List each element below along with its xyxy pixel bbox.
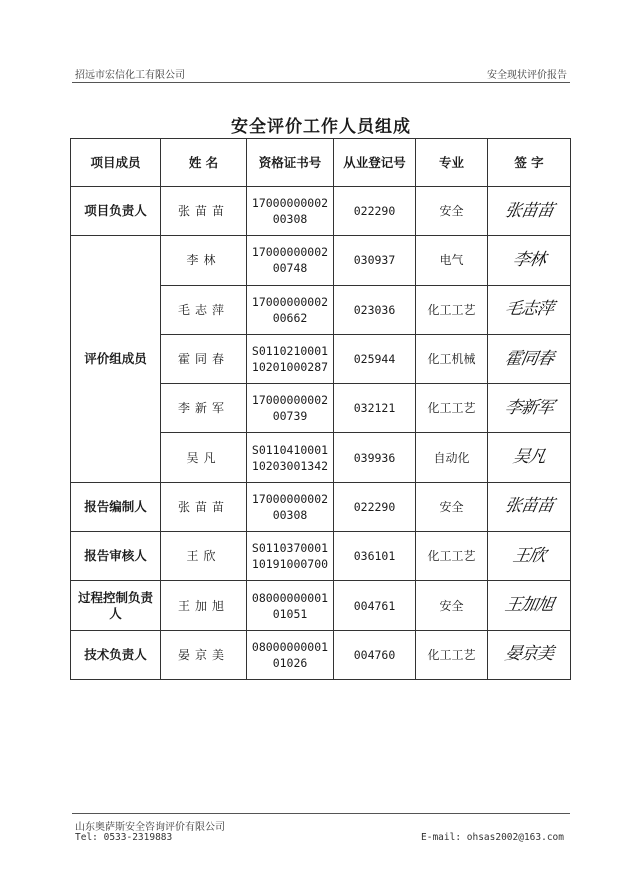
footer-tel: Tel: 0533-2319883 [75,832,173,843]
handwritten-signature: 王欣 [511,545,547,566]
major-cell: 安全 [416,482,488,531]
signature-cell [488,433,571,482]
registration-cell: 004761 [334,581,416,630]
cert-cell [247,433,334,482]
registration-cell: 039936 [334,433,416,482]
signature-cell [488,187,571,236]
cert-number-line2: 10203001342 [251,458,329,473]
signature-cell [488,581,571,630]
table-row [71,532,571,581]
footer-company: 山东奥萨斯安全咨询评价有限公司 [75,822,225,833]
signature-cell [488,334,571,383]
table-row [71,236,571,285]
major-cell: 安全 [416,581,488,630]
cert-number-line2: 00308 [272,212,308,227]
handwritten-signature: 李新军 [503,397,555,418]
cert-number-line2: 00662 [272,310,308,325]
registration-cell: 022290 [334,482,416,531]
col-header-major: 专业 [416,139,488,187]
cert-cell [247,236,334,285]
role-cell: 过程控制负责人 [71,581,161,630]
name-cell: 李新军 [161,384,247,433]
cert-number-line1: 17000000002 [251,245,329,260]
major-cell: 化工工艺 [416,630,488,679]
cert-number-line2: 01051 [272,606,308,621]
col-header-member: 项目成员 [71,139,161,187]
cert-number-line1: 08000000001 [251,639,329,654]
table-row [71,187,571,236]
cert-number-line2: 00739 [272,409,308,424]
cert-number-line1: S0110370001 [251,541,329,556]
col-header-registration: 从业登记号 [334,139,416,187]
major-cell: 化工工艺 [416,285,488,334]
name-cell: 晏京美 [161,630,247,679]
cert-number-line1: 17000000002 [251,294,329,309]
major-cell: 化工工艺 [416,384,488,433]
name-cell: 霍同春 [161,334,247,383]
cert-number-line1: 17000000002 [251,393,329,408]
cert-number-line1: 17000000002 [251,491,329,506]
cert-cell [247,532,334,581]
table-header-row [71,139,571,187]
role-cell: 报告编制人 [71,482,161,531]
registration-cell: 023036 [334,285,416,334]
role-cell: 报告审核人 [71,532,161,581]
cert-number-line1: 17000000002 [251,196,329,211]
cert-number-line2: 10191000700 [251,557,329,572]
registration-cell: 004760 [334,630,416,679]
major-cell: 化工机械 [416,334,488,383]
cert-cell [247,285,334,334]
registration-cell: 025944 [334,334,416,383]
major-cell: 自动化 [416,433,488,482]
signature-cell [488,384,571,433]
name-cell: 王加旭 [161,581,247,630]
signature-cell [488,482,571,531]
cert-number-line1: S0110210001 [251,344,329,359]
cert-number-line1: S0110410001 [251,442,329,457]
major-cell: 化工工艺 [416,532,488,581]
name-cell: 李林 [161,236,247,285]
signature-cell [488,236,571,285]
cert-cell [247,482,334,531]
major-cell: 安全 [416,187,488,236]
signature-cell [488,532,571,581]
registration-cell: 030937 [334,236,416,285]
cert-cell [247,581,334,630]
role-cell: 技术负责人 [71,630,161,679]
table-row [71,581,571,630]
header-company: 招远市宏信化工有限公司 [75,70,185,81]
name-cell: 张苗苗 [161,187,247,236]
registration-cell: 022290 [334,187,416,236]
staff-table [70,138,571,680]
cert-cell [247,334,334,383]
cert-number-line1: 08000000001 [251,590,329,605]
cert-cell [247,187,334,236]
cert-cell [247,630,334,679]
name-cell: 吴凡 [161,433,247,482]
table-row [71,630,571,679]
table-row [71,482,571,531]
name-cell: 毛志萍 [161,285,247,334]
signature-cell [488,630,571,679]
handwritten-signature: 毛志萍 [503,299,555,320]
handwritten-signature: 张苗苗 [503,496,555,517]
handwritten-signature: 李林 [511,249,547,270]
footer-email: E-mail: ohsas2002@163.com [421,832,564,843]
cert-number-line2: 00748 [272,261,308,276]
registration-cell: 036101 [334,532,416,581]
major-cell: 电气 [416,236,488,285]
page-title: 安全评价工作人员组成 [231,117,411,137]
col-header-name: 姓 名 [161,139,247,187]
role-cell: 评价组成员 [71,236,161,482]
registration-cell: 032121 [334,384,416,433]
cert-number-line2: 10201000287 [251,360,329,375]
signature-cell [488,285,571,334]
role-cell: 项目负责人 [71,187,161,236]
handwritten-signature: 晏京美 [503,644,555,665]
handwritten-signature: 吴凡 [511,447,547,468]
col-header-signature: 签 字 [488,139,571,187]
name-cell: 张苗苗 [161,482,247,531]
staff-table-body [71,187,571,680]
name-cell: 王欣 [161,532,247,581]
footer-divider [72,813,570,814]
cert-number-line2: 01026 [272,655,308,670]
cert-number-line2: 00308 [272,507,308,522]
handwritten-signature: 霍同春 [503,348,555,369]
handwritten-signature: 张苗苗 [503,200,555,221]
header-report-name: 安全现状评价报告 [487,70,567,81]
col-header-cert: 资格证书号 [247,139,334,187]
header-divider [72,82,570,83]
cert-cell [247,384,334,433]
handwritten-signature: 王加旭 [503,595,555,616]
